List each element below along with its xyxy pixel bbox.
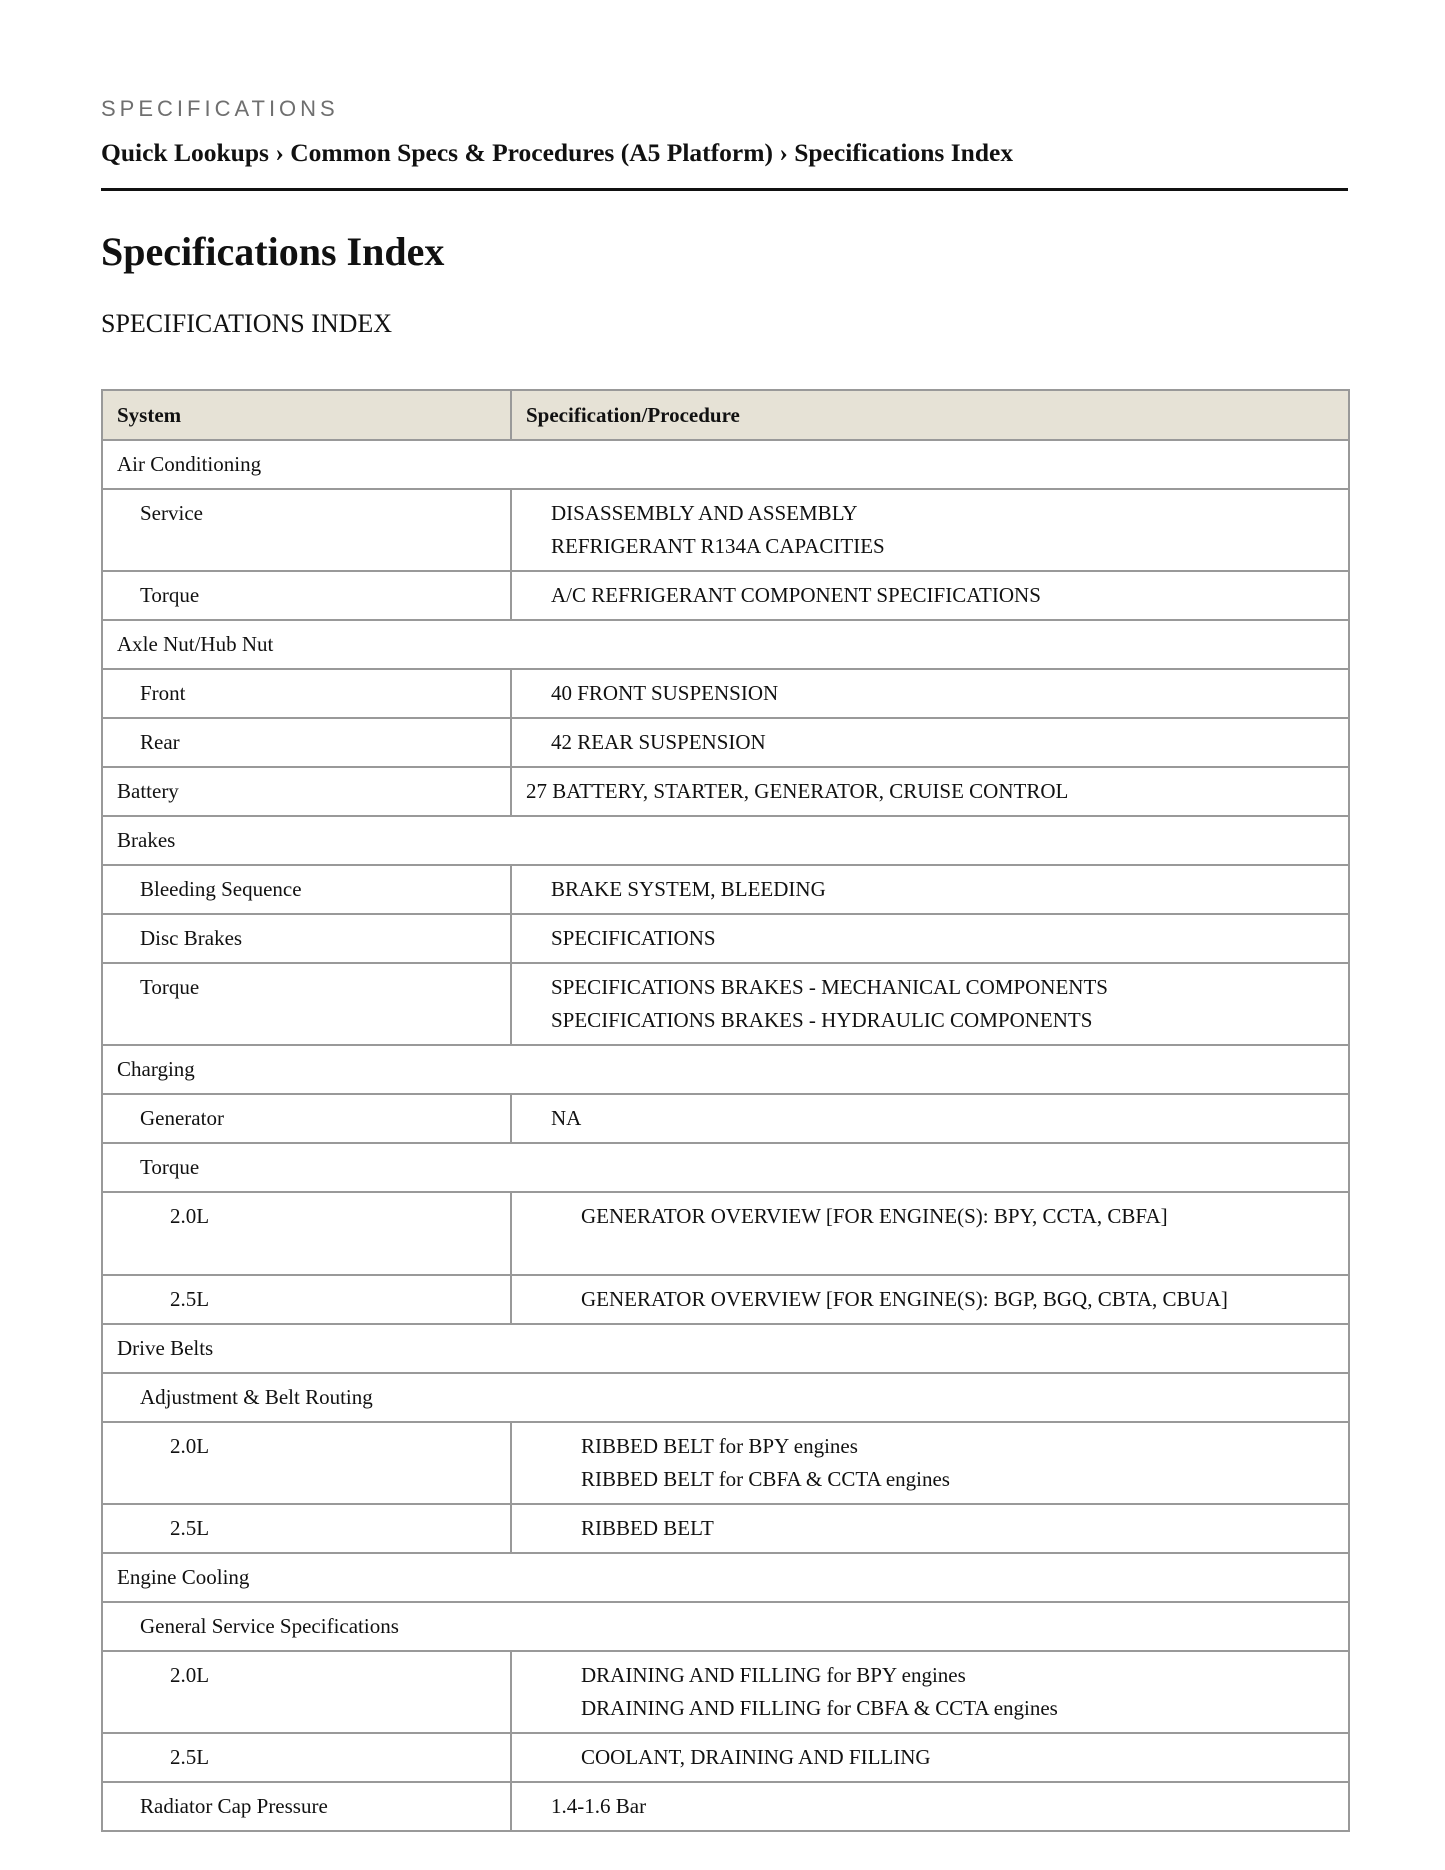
table-row — [102, 489, 1349, 571]
specification-link[interactable]: NA — [551, 1106, 582, 1130]
column-header-system: System — [102, 390, 511, 440]
group-heading — [102, 440, 1349, 489]
system-cell — [102, 489, 511, 571]
specification-link[interactable]: GENERATOR OVERVIEW [FOR ENGINE(S): BGP, BGQ, CBTA, CBUA] — [581, 1287, 1228, 1311]
group-heading — [102, 620, 1349, 669]
system-label: 2.0L — [170, 1434, 210, 1458]
specification-link[interactable]: SPECIFICATIONS BRAKES - HYDRAULIC COMPONENTS — [551, 1008, 1093, 1032]
system-label: Drive Belts — [117, 1336, 214, 1360]
system-label: Battery — [117, 779, 179, 803]
system-label: 2.5L — [170, 1287, 210, 1311]
system-label: 2.0L — [170, 1663, 210, 1687]
system-cell — [102, 1782, 511, 1831]
system-label: Torque — [140, 1155, 200, 1179]
specification-link[interactable]: RIBBED BELT — [581, 1516, 714, 1540]
specification-cell — [511, 914, 1349, 963]
system-label: Service — [140, 501, 203, 525]
group-heading — [102, 1324, 1349, 1373]
specification-cell — [511, 669, 1349, 718]
specification-link[interactable]: COOLANT, DRAINING AND FILLING — [581, 1745, 931, 1769]
system-label: Adjustment & Belt Routing — [140, 1385, 373, 1409]
specification-link[interactable]: SPECIFICATIONS — [551, 926, 716, 950]
specification-link[interactable]: RIBBED BELT for CBFA & CCTA engines — [581, 1467, 950, 1491]
table-row — [102, 1782, 1349, 1831]
table-header-row — [102, 390, 1349, 440]
table-row — [102, 1504, 1349, 1553]
table-row — [102, 767, 1349, 816]
table-row — [102, 963, 1349, 1045]
specification-link[interactable]: DISASSEMBLY AND ASSEMBLY — [551, 501, 858, 525]
specification-link[interactable]: GENERATOR OVERVIEW [FOR ENGINE(S): BPY, CCTA, CBFA] — [581, 1204, 1168, 1228]
table-row — [102, 669, 1349, 718]
specification-link[interactable]: A/C REFRIGERANT COMPONENT SPECIFICATIONS — [551, 583, 1041, 607]
specification-link[interactable]: 40 FRONT SUSPENSION — [551, 681, 779, 705]
system-cell — [102, 718, 511, 767]
specification-cell — [511, 1094, 1349, 1143]
table-row — [102, 865, 1349, 914]
system-label: 2.0L — [170, 1204, 210, 1228]
system-cell — [102, 767, 511, 816]
group-heading — [102, 1553, 1349, 1602]
table-body — [102, 440, 1349, 1831]
specification-link[interactable]: REFRIGERANT R134A CAPACITIES — [551, 534, 885, 558]
specification-cell — [511, 1422, 1349, 1504]
system-label: Bleeding Sequence — [140, 877, 302, 901]
system-cell — [102, 1504, 511, 1553]
specification-cell — [511, 767, 1349, 816]
system-cell — [102, 914, 511, 963]
column-header-specification: Specification/Procedure — [511, 390, 1349, 440]
specification-link[interactable]: BRAKE SYSTEM, BLEEDING — [551, 877, 826, 901]
system-cell — [102, 1733, 511, 1782]
system-label: Brakes — [117, 828, 176, 852]
system-cell — [102, 865, 511, 914]
specification-link[interactable]: SPECIFICATIONS BRAKES - MECHANICAL COMPONENTS — [551, 975, 1108, 999]
system-label: Axle Nut/Hub Nut — [117, 632, 274, 656]
table-row — [102, 1733, 1349, 1782]
system-cell — [102, 669, 511, 718]
section-kicker: SPECIFICATIONS — [101, 96, 339, 121]
system-label: Radiator Cap Pressure — [140, 1794, 328, 1818]
specification-cell — [511, 1192, 1349, 1275]
group-heading — [102, 1373, 1349, 1422]
system-label: Engine Cooling — [117, 1565, 250, 1589]
system-label: 2.5L — [170, 1516, 210, 1540]
system-cell — [102, 1651, 511, 1733]
system-label: 2.5L — [170, 1745, 210, 1769]
page-subtitle: SPECIFICATIONS INDEX — [101, 309, 393, 338]
system-cell — [102, 1422, 511, 1504]
table-row — [102, 1602, 1349, 1651]
specification-link[interactable]: 42 REAR SUSPENSION — [551, 730, 766, 754]
specification-cell — [511, 1651, 1349, 1733]
table-row — [102, 571, 1349, 620]
table-row — [102, 1275, 1349, 1324]
system-cell — [102, 963, 511, 1045]
system-label: Torque — [140, 975, 200, 999]
specification-cell — [511, 1275, 1349, 1324]
system-cell — [102, 1275, 511, 1324]
table-row — [102, 718, 1349, 767]
group-heading — [102, 1045, 1349, 1094]
group-heading — [102, 816, 1349, 865]
table-row — [102, 1422, 1349, 1504]
system-label: Charging — [117, 1057, 195, 1081]
table-row — [102, 440, 1349, 489]
table-row — [102, 1553, 1349, 1602]
system-cell — [102, 1094, 511, 1143]
specification-cell — [511, 963, 1349, 1045]
system-label: Front — [140, 681, 186, 705]
table-row — [102, 1192, 1349, 1275]
system-label: Air Conditioning — [117, 452, 262, 476]
specification-link[interactable]: 27 BATTERY, STARTER, GENERATOR, CRUISE CONTROL — [526, 779, 1069, 803]
system-label: Generator — [140, 1106, 224, 1130]
specification-cell — [511, 718, 1349, 767]
specification-link[interactable]: 1.4-1.6 Bar — [551, 1794, 647, 1818]
page-title: Specifications Index — [101, 229, 445, 274]
system-label: Rear — [140, 730, 180, 754]
system-label: General Service Specifications — [140, 1614, 399, 1638]
specification-cell — [511, 1782, 1349, 1831]
specification-link[interactable]: RIBBED BELT for BPY engines — [581, 1434, 858, 1458]
header-divider — [101, 188, 1348, 191]
table-row — [102, 1094, 1349, 1143]
table-row — [102, 620, 1349, 669]
table-row — [102, 1651, 1349, 1733]
group-heading — [102, 1602, 1349, 1651]
specification-cell — [511, 571, 1349, 620]
group-heading — [102, 1143, 1349, 1192]
table-row — [102, 914, 1349, 963]
specification-cell — [511, 1733, 1349, 1782]
system-cell — [102, 1192, 511, 1275]
specification-link[interactable]: DRAINING AND FILLING for BPY engines — [581, 1663, 966, 1687]
specification-cell — [511, 865, 1349, 914]
specification-link[interactable]: DRAINING AND FILLING for CBFA & CCTA engines — [581, 1696, 1058, 1720]
specifications-table — [101, 389, 1350, 1832]
table-row — [102, 816, 1349, 865]
specification-cell — [511, 489, 1349, 571]
system-label: Torque — [140, 583, 200, 607]
table-row — [102, 1373, 1349, 1422]
table-row — [102, 1324, 1349, 1373]
breadcrumb[interactable]: Quick Lookups › Common Specs & Procedures (A5 Platform) › Specifications Index — [101, 138, 1014, 167]
table-row — [102, 1143, 1349, 1192]
system-label: Disc Brakes — [140, 926, 243, 950]
table-row — [102, 1045, 1349, 1094]
system-cell — [102, 571, 511, 620]
specification-cell — [511, 1504, 1349, 1553]
